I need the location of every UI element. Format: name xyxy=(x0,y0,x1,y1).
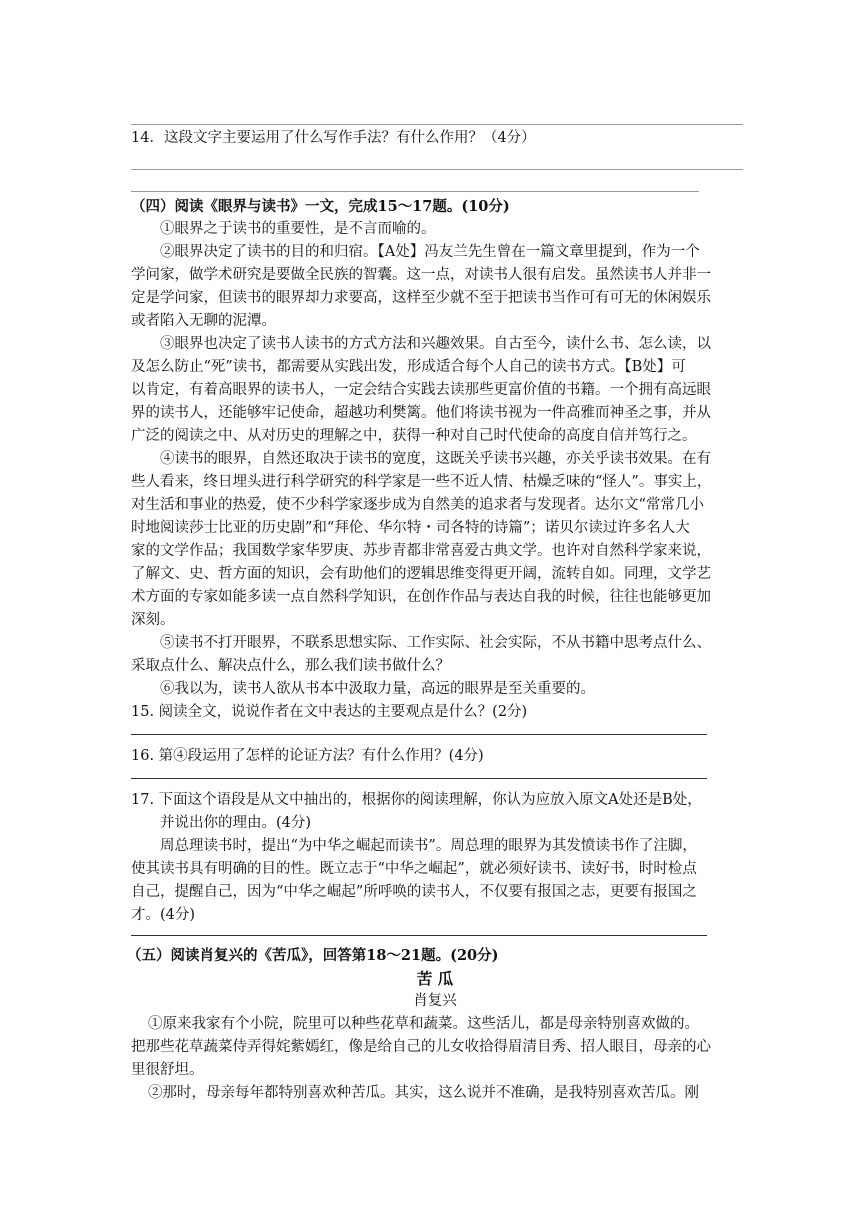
s4-paragraph-3-line-5: 广泛的阅读之中、从对历史的理解之中，获得一种对自己时代使命的高度自信并笃行之。 xyxy=(131,428,697,444)
s4-paragraph-3-line-1: ③眼界也决定了读书人读书的方式方法和兴趣效果。自古至今，读什么书、怎么读，以 xyxy=(160,336,711,352)
article-title: 苦 瓜 xyxy=(416,969,454,988)
s4-paragraph-4-line-3: 对生活和事业的热爱，使不少科学家逐步成为自然美的追求者与发现者。达尔文“常常几小 xyxy=(131,497,704,513)
question-16: 16. 第④段运用了怎样的论证方法？有什么作用？(4分) xyxy=(131,748,484,764)
s4-paragraph-4-line-2: 些人看来，终日埋头进行科学研究的科学家是一些不近人情、枯燥乏味的“怪人”。事实上， xyxy=(131,474,712,490)
s4-paragraph-5-line-2: 采取点什么、解决点什么，那么我们读书做什么？ xyxy=(131,658,450,674)
answer-line-14a xyxy=(131,169,743,170)
s4-paragraph-4-line-8: 深刻。 xyxy=(131,612,175,628)
s5-paragraph-1-line-1: ①原来我家有个小院，院里可以种些花草和蔬菜。这些活儿，都是母亲特别喜欢做的。 xyxy=(148,1016,699,1032)
s4-paragraph-4-line-7: 术方面的专家如能多读一点自然科学知识，在创作作品与表达自我的时候，往往也能够更加 xyxy=(131,589,711,605)
section-4-heading: （四）阅读《眼界与读书》一文，完成15～17题。(10分) xyxy=(131,198,510,215)
section-5-heading: （五）阅读肖复兴的《苦瓜》，回答第18～21题。(20分) xyxy=(127,947,499,964)
s4-paragraph-2-line-1: ②眼界决定了读书的目的和归宿。【A处】冯友兰先生曾在一篇文章里提到，作为一个 xyxy=(160,244,700,260)
answer-line-16 xyxy=(131,778,707,779)
s4-paragraph-3-line-2: 及怎么防止“死”读书，都需要从实践出发，形成适合每个人自己的读书方式。【B处】可 xyxy=(131,359,686,375)
question-17-line-1: 17. 下面这个语段是从文中抽出的，根据你的阅读理解，你认为应放入原文A处还是B处， xyxy=(131,792,702,808)
answer-line-17 xyxy=(131,935,707,936)
article-author: 肖复兴 xyxy=(413,993,457,1009)
s4-paragraph-4-line-6: 了解文、史、哲方面的知识，会有助他们的逻辑思维变得更开阔，流转自如。同理，文学艺 xyxy=(131,566,711,582)
s4-paragraph-3-line-3: 以肯定，有着高眼界的读书人，一定会结合实践去读那些更富价值的书籍。一个拥有高远眼 xyxy=(131,382,711,398)
s4-paragraph-1: ①眼界之于读书的重要性，是不言而喻的。 xyxy=(160,221,436,237)
q17-passage-line-1: 周总理读书时，提出“为中华之崛起而读书”。周总理的眼界为其发愤读书作了注脚， xyxy=(160,838,697,854)
question-17-line-2: 并说出你的理由。(4分) xyxy=(160,815,312,831)
s4-paragraph-2-line-3: 定是学问家，但读书的眼界却力求要高，这样至少就不至于把读书当作可有可无的休闲娱乐 xyxy=(131,290,711,306)
s4-paragraph-6: ⑥我以为，读书人欲从书本中汲取力量，高远的眼界是至关重要的。 xyxy=(160,681,595,697)
q17-passage-line-2: 使其读书具有明确的目的性。既立志于“中华之崛起”，就必须好读书、读好书，时时检点 xyxy=(131,861,697,877)
s4-paragraph-4-line-4: 时地阅读莎士比亚的历史剧”和“拜伦、华尔特・司各特的诗篇”；诺贝尔读过许多名人大 xyxy=(131,520,690,536)
answer-line-14b xyxy=(131,191,699,192)
s4-paragraph-4-line-1: ④读书的眼界，自然还取决于读书的宽度，这既关乎读书兴趣，亦关乎读书效果。在有 xyxy=(160,451,711,467)
answer-line-15 xyxy=(131,734,707,735)
s4-paragraph-2-line-2: 学问家，做学术研究是要做全民族的智囊。这一点，对读书人很有启发。虽然读书人并非一 xyxy=(131,267,711,283)
s5-paragraph-1-line-2: 把那些花草蔬菜侍弄得姹紫嫣红，像是给自己的儿女收拾得眉清目秀、招人眼目，母亲的心 xyxy=(131,1039,711,1055)
s4-paragraph-4-line-5: 家的文学作品；我国数学家华罗庚、苏步青都非常喜爱古典文学。也许对自然科学家来说， xyxy=(131,543,711,559)
q17-passage-line-3: 自己，提醒自己，因为“中华之崛起”所呼唤的读书人，不仅要有报国之志，更要有报国之 xyxy=(131,884,697,900)
top-divider xyxy=(131,124,743,125)
q17-passage-line-4: 才。(4分) xyxy=(131,907,196,923)
s4-paragraph-2-line-4: 或者陷入无聊的泥潭。 xyxy=(131,313,276,329)
question-14: 14．这段文字主要运用了什么写作手法？有什么作用？（4分） xyxy=(131,130,536,146)
question-15: 15. 阅读全文，说说作者在文中表达的主要观点是什么？(2分) xyxy=(131,704,528,720)
s5-paragraph-1-line-3: 里很舒坦。 xyxy=(131,1062,204,1078)
s5-paragraph-2-line-1: ②那时，母亲每年都特别喜欢种苦瓜。其实，这么说并不准确，是我特别喜欢苦瓜。刚 xyxy=(148,1085,699,1101)
s4-paragraph-5-line-1: ⑤读书不打开眼界，不联系思想实际、工作实际、社会实际，不从书籍中思考点什么、 xyxy=(160,635,711,651)
s4-paragraph-3-line-4: 界的读书人，还能够牢记使命，超越功利樊篱。他们将读书视为一件高雅而神圣之事，并从 xyxy=(131,405,711,421)
